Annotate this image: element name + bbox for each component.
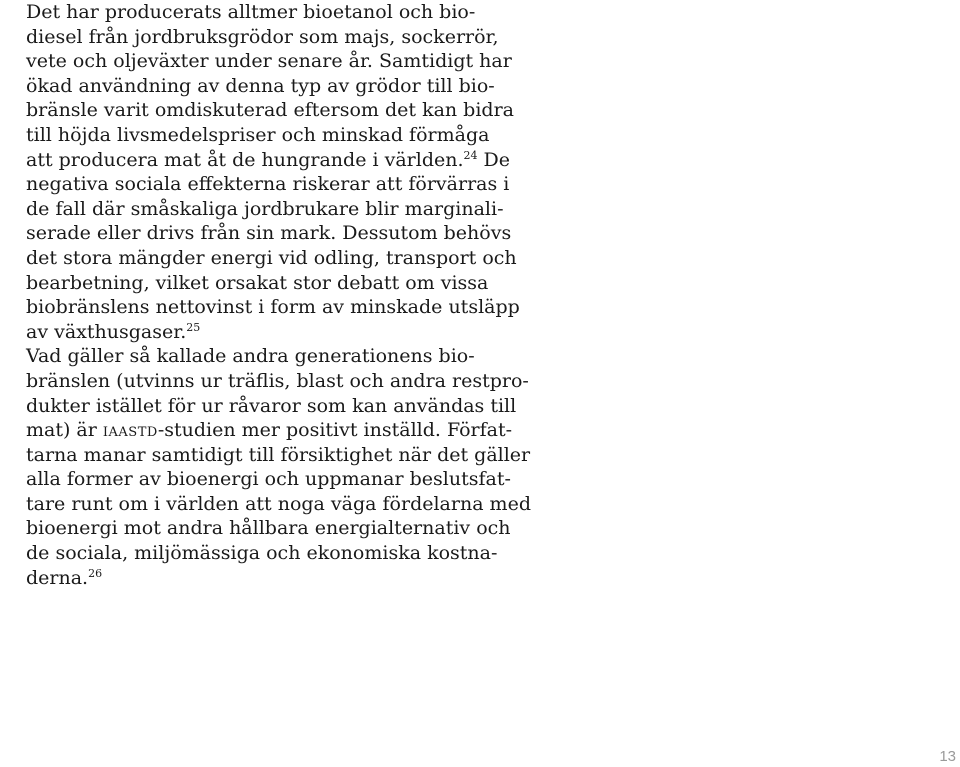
- text-line: [26, 418, 513, 443]
- text-line: till höjda livsmedelspriser och minskad förmåga: [26, 123, 490, 146]
- text-line: det stora mängder energi vid odling, transport och: [26, 246, 517, 269]
- text-line: tarna manar samtidigt till försiktighet när det gäller: [26, 443, 531, 466]
- page-number: 13: [939, 748, 956, 765]
- text-line: tare runt om i världen att noga väga fördelarna med: [26, 492, 531, 515]
- text-line: [26, 320, 456, 345]
- footnote-ref-26[interactable]: 26: [88, 566, 103, 580]
- text-line: bränslen (utvinns ur träflis, blast och andra restpro-: [26, 369, 529, 392]
- text-segment: av växthusgaser.: [26, 320, 187, 343]
- body-text: [26, 0, 531, 590]
- footnote-ref-24[interactable]: 24: [463, 148, 478, 162]
- text-line: serade eller drivs från sin mark. Dessutom behövs: [26, 222, 512, 245]
- footnote-ref-25[interactable]: 25: [186, 320, 201, 334]
- text-line: Vad gäller så kallade andra generationens bio-: [26, 345, 475, 368]
- text-line: negativa sociala effekterna riskerar att förvärras i: [26, 173, 510, 196]
- text-line: ökad användning av denna typ av grödor till bio-: [26, 74, 495, 97]
- text-line: [26, 566, 456, 591]
- text-line: dukter istället för ur råvaror som kan användas till: [26, 394, 517, 417]
- text-line: biobränslens nettovinst i form av minskade utsläpp: [26, 296, 520, 319]
- text-line: vete och oljeväxter under senare år. Samtidigt har: [26, 50, 512, 73]
- text-segment: mat) är: [26, 419, 103, 442]
- text-segment: -studien mer positivt inställd. Förfat-: [157, 419, 513, 442]
- text-segment: att producera mat åt de hungrande i världen.: [26, 148, 464, 171]
- paragraph-2: [26, 344, 531, 590]
- text-line: bearbetning, vilket orsakat stor debatt om vissa: [26, 271, 489, 294]
- paragraph-1: [26, 0, 520, 344]
- text-line: Det har producerats alltmer bioetanol och bio-: [26, 1, 476, 23]
- acronym-iaastd: iaastd: [102, 419, 158, 442]
- text-line: de fall där småskaliga jordbrukare blir marginali-: [26, 197, 504, 220]
- text-line: bioenergi mot andra hållbara energialternativ och: [26, 517, 511, 540]
- text-line: alla former av bioenergi och uppmanar beslutsfat-: [26, 468, 511, 491]
- text-segment: De: [477, 148, 511, 171]
- text-line: diesel från jordbruksgrödor som majs, sockerrör,: [26, 25, 499, 48]
- text-line: [26, 148, 511, 173]
- text-line: de sociala, miljömässiga och ekonomiska kostna-: [26, 542, 498, 565]
- text-line: bränsle varit omdiskuterad eftersom det kan bidra: [26, 99, 514, 122]
- text-segment: derna.: [26, 566, 89, 589]
